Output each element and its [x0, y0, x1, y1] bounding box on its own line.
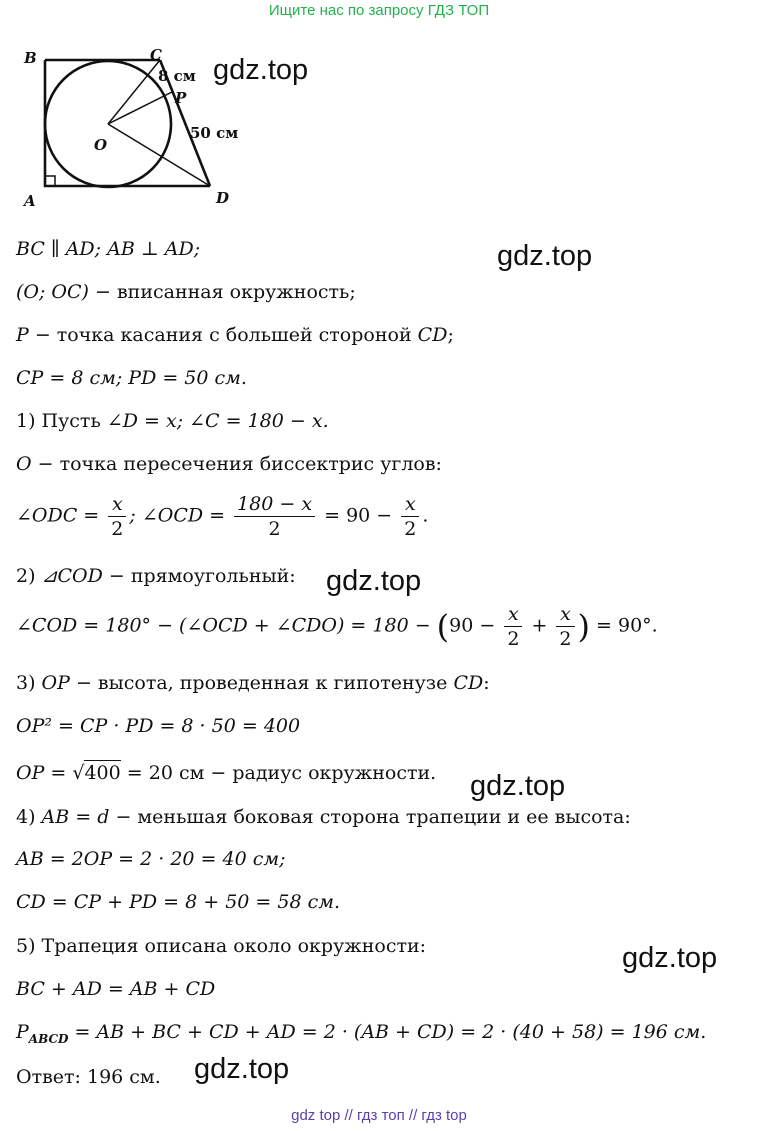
watermark: gdz.top: [470, 770, 566, 802]
step3-radius: OP = √400 = 20 см − радиус окружности.: [16, 762, 437, 784]
label-p: P: [175, 89, 187, 107]
step4-ab-value: AB = 2OP = 2 · 20 = 40 см;: [16, 848, 286, 870]
step5-perimeter: $P_{ABCD}$ = AB + BC + CD + AD = 2 · (AB + CD) = 2 · (40 + 58) = 196 см.: [16, 1021, 707, 1046]
step5-side-sums: BC + AD = AB + CD: [16, 978, 216, 1000]
watermark: gdz.top: [497, 240, 593, 272]
label-c: C: [150, 46, 162, 64]
step4-height: 4) AB = d − меньшая боковая сторона трапеции и ее высота:: [16, 806, 631, 828]
step1-angles-formula: ∠ODC = $\frac{x}{2}$ ; ∠OCD = $\frac{180 - x}{2}$ = 90 − $\frac{x}{2}$ .: [16, 493, 429, 540]
given-lengths: CP = 8 см; PD = 50 см.: [16, 367, 247, 389]
watermark: gdz.top: [622, 942, 718, 974]
given-parallel-perpendicular: BC ∥ AD; AB ⊥ AD;: [16, 238, 201, 260]
step1-bisectors: O − точка пересечения биссектрис углов:: [16, 453, 442, 475]
length-pd: 50 см: [190, 124, 239, 142]
step1-let-angle: 1) Пусть ∠D = x; ∠C = 180 − x.: [16, 410, 329, 432]
label-a: A: [24, 192, 36, 210]
watermark: gdz.top: [194, 1053, 290, 1085]
watermark: gdz.top: [213, 54, 309, 86]
search-banner[interactable]: Ищите нас по запросу ГДЗ ТОП: [268, 2, 490, 19]
answer: Ответ: 196 см.: [16, 1066, 161, 1088]
footer-links[interactable]: gdz top // гдз топ // гдз top: [291, 1107, 467, 1124]
segment-oc: [108, 60, 160, 124]
step3-op-squared: OP² = CP · PD = 8 · 50 = 400: [16, 715, 301, 737]
step3-altitude: 3) OP − высота, проведенная к гипотенузе CD:: [16, 672, 490, 694]
watermark: gdz.top: [326, 565, 422, 597]
label-d: D: [216, 189, 230, 207]
length-cp: 8 см: [158, 67, 196, 85]
segment-op: [108, 92, 172, 124]
label-b: B: [24, 49, 37, 67]
given-inscribed-circle: (O; OC) − вписанная окружность;: [16, 281, 356, 303]
given-tangent-point: P − точка касания с большей стороной CD;: [16, 324, 454, 346]
step4-cd-value: CD = CP + PD = 8 + 50 = 58 см.: [16, 891, 341, 913]
step5-circumscribed: 5) Трапеция описана около окружности:: [16, 935, 427, 957]
step2-right-triangle: 2) ⊿COD − прямоугольный:: [16, 565, 296, 587]
label-o: O: [94, 136, 108, 154]
right-angle-mark: [45, 176, 55, 186]
step2-angle-cod: ∠COD = 180° − (∠OCD + ∠CDO) = 180 − (90 − $\frac{x}{2}$ + $\frac{x}{2}$ ) = 90°.: [16, 603, 658, 650]
